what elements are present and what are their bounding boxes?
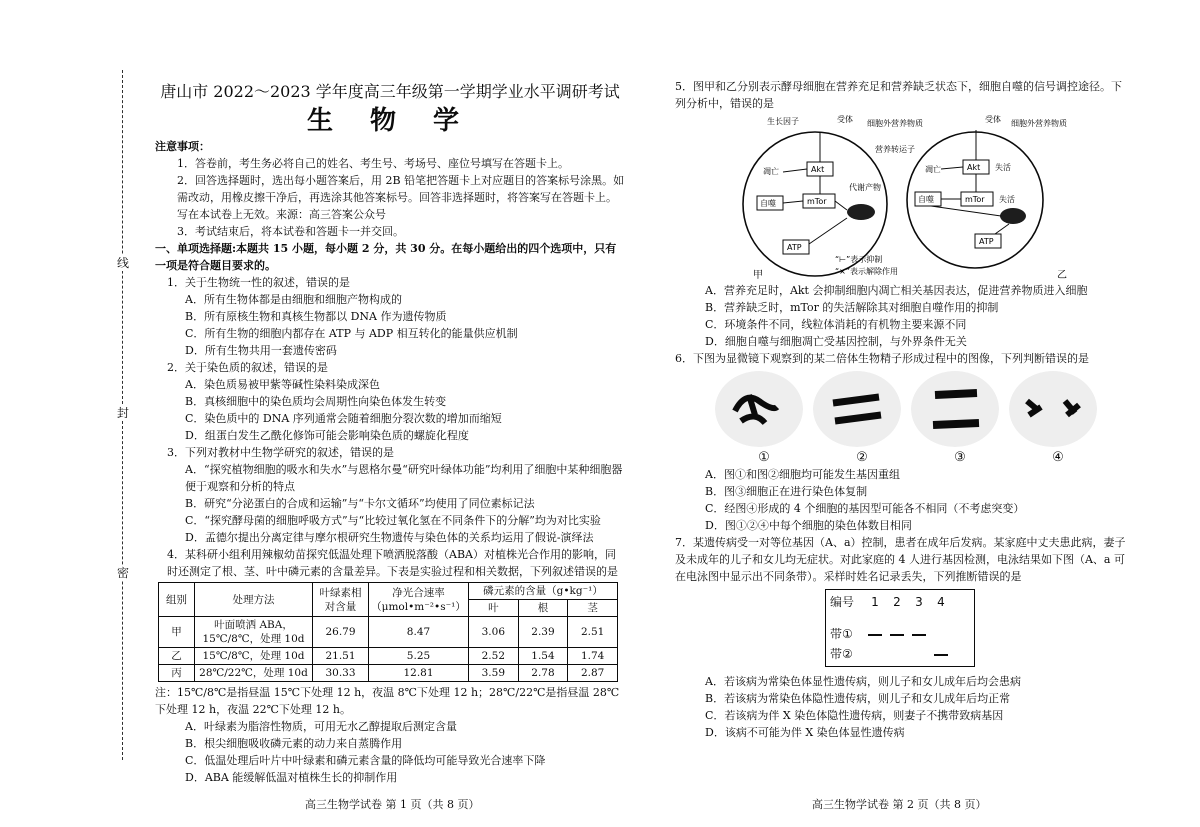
micrograph-1 xyxy=(715,371,803,447)
arrow xyxy=(783,201,803,203)
q5-option-a: A．营养充足时，Akt 会抑制细胞内凋亡相关基因表达，促进营养物质进入细胞 xyxy=(705,284,1088,297)
gel-lane: 3 xyxy=(915,595,923,609)
label-mtor: mTor xyxy=(807,197,827,206)
micrograph-4 xyxy=(1009,371,1097,447)
notice-item-3: 3．考试结束后，将本试卷和答题卡一并交回。 xyxy=(177,225,404,238)
gel-lane: 1 xyxy=(871,595,879,609)
image-label: ④ xyxy=(1052,450,1064,465)
table-cell: 26.79 xyxy=(313,617,369,648)
q4-option-d: D．ABA 能缓解低温对植株生长的抑制作用 xyxy=(185,771,398,784)
mitochondrion-a xyxy=(847,204,875,220)
label-akt: Akt xyxy=(811,165,825,174)
table-cell: 2.78 xyxy=(518,665,568,682)
image-label: ③ xyxy=(954,450,966,465)
micrograph-3-chromosomes xyxy=(911,371,999,447)
table-subheader: 茎 xyxy=(568,600,618,617)
table-cell: 12.81 xyxy=(369,665,469,682)
q6-option-a: A．图①和图②细胞均可能发生基因重组 xyxy=(705,468,900,481)
gel-band-label: 带② xyxy=(830,647,853,661)
gel-band-empty xyxy=(908,644,930,664)
q2-option-b: B．真核细胞中的染色质均会周期性向染色体发生转变 xyxy=(185,395,447,408)
notice-item-2: 2．回答选择题时，选出每小题答案后，用 2B 铅笔把答题卡上对应题目的答案标号涂黑。如需改动，用橡皮擦干净后，再选涂其他答案标号。回答非选择题时，将答案写在答题卡上。写在本试卷上无效。来源：高三答案公众号 xyxy=(177,174,625,221)
label-extra-nutrient: 细胞外营养物质 xyxy=(867,119,923,128)
mitochondrion-b xyxy=(1000,208,1026,224)
q7-option-a: A．若该病为常染色体显性遗传病，则儿子和女儿成年后均会患病 xyxy=(705,675,1021,688)
exam-subject: 生 物 学 xyxy=(306,106,474,136)
q4-note: 注：15℃/8℃是指昼温 15℃下处理 12 h，夜温 8℃下处理 12 h；28℃/22℃是指昼温 28℃下处理 12 h，夜温 22℃下处理 12 h。 xyxy=(155,686,620,716)
q3-stem: 3．下列对教材中生物学研究的叙述，错误的是 xyxy=(167,446,394,459)
table-header: 净光合速率（μmol•m⁻²•s⁻¹） xyxy=(369,583,469,617)
gel-band-row-2 xyxy=(830,644,970,664)
q7-gel xyxy=(825,589,975,667)
q2-option-c: C．染色质中的 DNA 序列通常会随着细胞分裂次数的增加而缩短 xyxy=(185,412,502,425)
gel-spacer xyxy=(830,612,970,624)
exam-title: 唐山市 2022～2023 学年度高三年级第一学期学业水平调研考试 xyxy=(160,82,620,101)
q6-micrographs xyxy=(715,371,1130,447)
q5-option-b: B．营养缺乏时，mTor 的失活解除其对细胞自噬作用的抑制 xyxy=(705,301,999,314)
table-subheader: 根 xyxy=(518,600,568,617)
q3-option-c: C．“探究酵母菌的细胞呼吸方式”与“比较过氧化氢在不同条件下的分解”均为对比实验 xyxy=(185,514,601,527)
table-cell: 丙 xyxy=(159,665,195,682)
label-inactive-1: 失活 xyxy=(995,163,1011,172)
binding-label-line: 线 xyxy=(116,256,129,270)
label-akt-b: Akt xyxy=(967,163,981,172)
micrograph-2-chromosomes xyxy=(813,371,901,447)
table-cell: 30.33 xyxy=(313,665,369,682)
q4-stem: 4．某科研小组利用辣椒幼苗探究低温处理下喷洒脱落酸（ABA）对植株光合作用的影响，同时还测定了根、茎、叶中磷元素的含量差异。下表是实验过程和相关数据，下列叙述错误的是 xyxy=(167,548,618,578)
table-cell: 15℃/8℃，处理 10d xyxy=(195,648,313,665)
table-cell: 3.59 xyxy=(469,665,519,682)
table-row xyxy=(159,648,618,665)
label-atp-b: ATP xyxy=(979,237,994,246)
label-receptor: 受体 xyxy=(837,115,853,124)
table-header: 叶绿素相对含量 xyxy=(313,583,369,617)
label-extra-nutrient-b: 细胞外营养物质 xyxy=(1011,119,1067,128)
gel-band xyxy=(886,624,908,644)
label-inactive-2: 失活 xyxy=(999,195,1015,204)
page-2 xyxy=(675,78,1130,741)
gel-band xyxy=(908,624,930,644)
table-cell: 2.39 xyxy=(518,617,568,648)
table-header: 磷元素的含量（g•kg⁻¹） xyxy=(469,583,618,600)
table-row xyxy=(159,617,618,648)
gel-header-row xyxy=(830,592,970,612)
micrograph-3 xyxy=(911,371,999,447)
micrograph-2 xyxy=(813,371,901,447)
table-subheader: 叶 xyxy=(469,600,519,617)
gel-band xyxy=(864,624,886,644)
label-apoptosis-b: 凋亡 xyxy=(925,165,941,174)
arrow xyxy=(941,167,963,169)
q6-stem: 6．下图为显微镜下观察到的某二倍体生物精子形成过程中的图像，下列判断错误的是 xyxy=(675,352,1089,365)
arrow xyxy=(809,218,847,244)
image-label: ② xyxy=(856,450,868,465)
notice-item-1: 1．答卷前，考生务必将自己的姓名、考生号、考场号、座位号填写在答题卡上。 xyxy=(177,157,569,170)
label-receptor-b: 受体 xyxy=(985,115,1001,124)
gel-band-empty xyxy=(930,624,952,644)
q4-option-b: B．根尖细胞吸收磷元素的动力来自蒸腾作用 xyxy=(185,737,403,750)
q2-stem: 2．关于染色质的叙述，错误的是 xyxy=(167,361,328,374)
gel-band-label: 带① xyxy=(830,627,853,641)
legend-inhibit: “⊢”表示抑制 xyxy=(835,255,883,264)
gel-lane: 2 xyxy=(893,595,901,609)
page-2-footer: 高三生物学试卷 第 2 页（共 8 页） xyxy=(812,798,987,811)
q3-option-d: D．孟德尔提出分离定律与摩尔根研究生物遗传与染色体的关系均运用了假说-演绎法 xyxy=(185,531,594,544)
q7-stem: 7．某遗传病受一对等位基因（A、a）控制，患者在成年后发病。某家庭中丈夫患此病，妻子及未成年的儿子和女儿均无症状。对此家庭的 4 人进行基因检测，电泳结果如下图（A、a 可在电泳图中显示出不同条带）。采样时姓名记录丢失，下列推断错误的是 xyxy=(675,536,1126,583)
table-cell: 甲 xyxy=(159,617,195,648)
q5-stem: 5．图甲和乙分别表示酵母细胞在营养充足和营养缺乏状态下，细胞自噬的信号调控途径。下列分析中，错误的是 xyxy=(675,80,1122,110)
gel-header-label: 编号 xyxy=(830,595,855,609)
image-label: ① xyxy=(758,450,770,465)
q7-option-d: D．该病不可能为伴 X 染色体显性遗传病 xyxy=(705,726,905,739)
label-atp-a: ATP xyxy=(787,243,802,252)
table-cell: 2.87 xyxy=(568,665,618,682)
label-panel-b: 乙 xyxy=(1057,270,1067,281)
q1-option-c: C．所有生物的细胞内都存在 ATP 与 ADP 相互转化的能量供应机制 xyxy=(185,327,518,340)
arrow xyxy=(835,201,847,210)
section-heading: 一、单项选择题:本题共 15 小题，每小题 2 分，共 30 分。在每小题给出的四个选项中，只有一项是符合题目要求的。 xyxy=(155,242,617,272)
table-cell: 2.51 xyxy=(568,617,618,648)
q7-option-c: C．若该病为伴 X 染色体隐性遗传病，则妻子不携带致病基因 xyxy=(705,709,1004,722)
notice-heading: 注意事项： xyxy=(155,140,210,153)
binding-label-secret: 密 xyxy=(116,566,129,580)
table-cell: 8.47 xyxy=(369,617,469,648)
table-header: 组别 xyxy=(159,583,195,617)
table-cell: 2.52 xyxy=(469,648,519,665)
label-autophagy: 自噬 xyxy=(760,199,776,208)
label-mtor-b: mTor xyxy=(965,195,985,204)
q2-option-d: D．组蛋白发生乙酰化修饰可能会影响染色质的螺旋化程度 xyxy=(185,429,469,442)
q1-stem: 1．关于生物统一性的叙述，错误的是 xyxy=(167,276,350,289)
label-autophagy-b: 自噬 xyxy=(918,195,934,204)
binding-label-seal: 封 xyxy=(116,406,129,420)
table-cell: 1.54 xyxy=(518,648,568,665)
gel-band-empty xyxy=(864,644,886,664)
legend-release: “×”表示解除作用 xyxy=(835,267,898,276)
label-apoptosis: 凋亡 xyxy=(763,167,779,176)
table-cell: 1.74 xyxy=(568,648,618,665)
label-growth-factor: 生长因子 xyxy=(767,117,799,126)
q5-diagram xyxy=(675,112,1130,282)
table-row xyxy=(159,665,618,682)
table-cell: 28℃/22℃，处理 10d xyxy=(195,665,313,682)
table-header: 处理方法 xyxy=(195,583,313,617)
table-cell: 叶面喷洒 ABA，15℃/8℃，处理 10d xyxy=(195,617,313,648)
table-cell: 21.51 xyxy=(313,648,369,665)
page-1 xyxy=(155,80,625,786)
gel-band-empty xyxy=(886,644,908,664)
q5-option-d: D．细胞自噬与细胞凋亡受基因控制，与外界条件无关 xyxy=(705,335,967,348)
q4-option-c: C．低温处理后叶片中叶绿素和磷元素含量的降低均可能导致光合速率下降 xyxy=(185,754,546,767)
micrograph-4-chromosomes xyxy=(1009,371,1097,447)
q2-option-a: A．染色质易被甲紫等碱性染料染成深色 xyxy=(185,378,380,391)
arrow xyxy=(931,206,1001,216)
table-cell: 5.25 xyxy=(369,648,469,665)
arrow xyxy=(995,224,1009,234)
micrograph-1-chromosomes xyxy=(715,371,803,447)
q3-option-b: B．研究“分泌蛋白的合成和运输”与“卡尔文循环”均使用了同位素标记法 xyxy=(185,497,535,510)
arrow xyxy=(783,169,807,172)
table-cell: 乙 xyxy=(159,648,195,665)
q1-option-b: B．所有原核生物和真核生物都以 DNA 作为遗传物质 xyxy=(185,310,447,323)
gel-lane: 4 xyxy=(937,595,945,609)
q6-option-d: D．图①②④中每个细胞的染色体数目相同 xyxy=(705,519,912,532)
label-metabolite: 代谢产物 xyxy=(849,183,881,192)
q7-option-b: B．若该病为常染色体隐性遗传病，则儿子和女儿成年后均正常 xyxy=(705,692,1011,705)
q3-option-a: A．“探究植物细胞的吸水和失水”与恩格尔曼“研究叶绿体功能”均利用了细胞中某种细胞器便于观察和分析的特点 xyxy=(185,463,623,493)
q6-option-c: C．经图④形成的 4 个细胞的基因型可能各不相同（不考虑突变） xyxy=(705,502,1025,515)
table-cell: 3.06 xyxy=(469,617,519,648)
q1-option-d: D．所有生物共用一套遗传密码 xyxy=(185,344,337,357)
q6-labels xyxy=(715,449,1130,466)
q5-option-c: C．环境条件不同，线粒体消耗的有机物主要来源不同 xyxy=(705,318,967,331)
label-panel-a: 甲 xyxy=(753,270,763,281)
autophagy-diagram xyxy=(675,112,1130,282)
gel-band-row-1 xyxy=(830,624,970,644)
q4-option-a: A．叶绿素为脂溶性物质，可用无水乙醇提取后测定含量 xyxy=(185,720,457,733)
q4-table xyxy=(158,582,618,682)
label-transporter: 营养转运子 xyxy=(875,145,915,154)
page-1-footer: 高三生物学试卷 第 1 页（共 8 页） xyxy=(305,798,480,811)
gel-band xyxy=(930,644,952,664)
q1-option-a: A．所有生物体都是由细胞和细胞产物构成的 xyxy=(185,293,402,306)
q6-option-b: B．图③细胞正在进行染色体复制 xyxy=(705,485,868,498)
